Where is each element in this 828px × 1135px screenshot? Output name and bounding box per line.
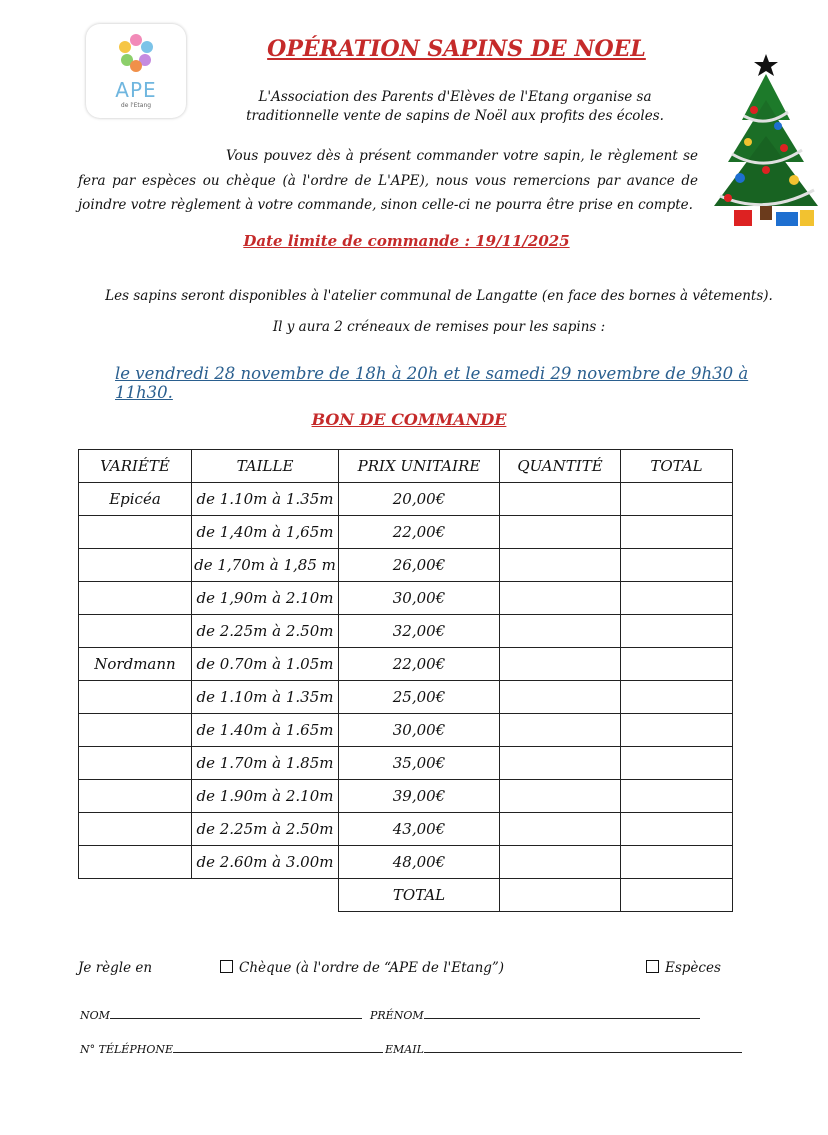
total-cell[interactable] (621, 615, 733, 648)
total-cell[interactable] (621, 648, 733, 681)
prenom-label: PRÉNOM (370, 1009, 424, 1022)
variety-cell (79, 813, 192, 846)
variety-cell: Epicéa (79, 483, 192, 516)
header-size: TAILLE (192, 450, 339, 483)
variety-cell (79, 681, 192, 714)
prenom-field[interactable] (370, 1004, 700, 1023)
variety-cell (79, 516, 192, 549)
price-cell: 35,00€ (339, 747, 500, 780)
nom-label: NOM (80, 1009, 110, 1022)
table-row (79, 648, 733, 681)
page-title: OPÉRATION SAPINS DE NOEL (267, 36, 646, 62)
table-row (79, 516, 733, 549)
email-label: EMAIL (385, 1043, 424, 1056)
quantity-cell[interactable] (500, 549, 621, 582)
quantity-cell[interactable] (500, 846, 621, 879)
quantity-cell[interactable] (500, 648, 621, 681)
slots-intro-text: Il y aura 2 créneaux de remises pour les sapins : (272, 319, 606, 335)
slots-text: le vendredi 28 novembre de 18h à 20h et le samedi 29 novembre de 9h30 à 11h30. (115, 364, 749, 402)
quantity-cell[interactable] (500, 483, 621, 516)
telephone-field[interactable] (80, 1038, 383, 1057)
total-quantity-cell[interactable] (500, 879, 621, 912)
payment-label: Je règle en (78, 960, 153, 976)
size-cell: de 1,90m à 2.10m (192, 582, 339, 615)
size-cell: de 2.25m à 2.50m (192, 615, 339, 648)
table-row (79, 681, 733, 714)
cash-label: Espèces (665, 960, 721, 976)
grand-total-cell[interactable] (621, 879, 733, 912)
table-header-row (79, 450, 733, 483)
variety-cell (79, 846, 192, 879)
price-cell: 30,00€ (339, 714, 500, 747)
size-cell: de 1,40m à 1,65m (192, 516, 339, 549)
variety-cell (79, 747, 192, 780)
price-cell: 22,00€ (339, 516, 500, 549)
total-cell[interactable] (621, 483, 733, 516)
quantity-cell[interactable] (500, 516, 621, 549)
cheque-label: Chèque (à l'ordre de “APE de l'Etang”) (239, 960, 505, 976)
order-info-paragraph: Vous pouvez dès à présent commander votre sapin, le règlement se fera par espèces ou chèque (à l'ordre de L'APE), nous vous remercions par avance de joindre votre règlement à votre commande, sinon celle-ci ne pourra être prise en compte. (78, 148, 698, 213)
payment-cheque-option[interactable] (220, 960, 504, 976)
intro-text: L'Association des Parents d'Elèves de l'Etang organise sa traditionnelle vente de sapins de Noël aux profits des écoles. (246, 89, 664, 124)
price-cell: 43,00€ (339, 813, 500, 846)
quantity-cell[interactable] (500, 615, 621, 648)
variety-cell (79, 714, 192, 747)
total-cell[interactable] (621, 780, 733, 813)
total-cell[interactable] (621, 549, 733, 582)
quantity-cell[interactable] (500, 747, 621, 780)
logo-subtext: de l'Etang (120, 102, 152, 109)
cheque-checkbox[interactable] (220, 960, 233, 973)
quantity-cell[interactable] (500, 714, 621, 747)
logo-text: APE (115, 78, 157, 102)
size-cell: de 1.90m à 2.10m (192, 780, 339, 813)
cash-checkbox[interactable] (646, 960, 659, 973)
total-label: TOTAL (339, 879, 500, 912)
total-cell[interactable] (621, 582, 733, 615)
size-cell: de 1.10m à 1.35m (192, 681, 339, 714)
header-variety: VARIÉTÉ (79, 450, 192, 483)
quantity-cell[interactable] (500, 780, 621, 813)
table-row (79, 714, 733, 747)
header-unit-price: PRIX UNITAIRE (339, 450, 500, 483)
size-cell: de 1.10m à 1.35m (192, 483, 339, 516)
variety-cell: Nordmann (79, 648, 192, 681)
total-cell[interactable] (621, 813, 733, 846)
total-cell[interactable] (621, 747, 733, 780)
price-cell: 22,00€ (339, 648, 500, 681)
order-table (78, 449, 733, 912)
quantity-cell[interactable] (500, 681, 621, 714)
size-cell: de 0.70m à 1.05m (192, 648, 339, 681)
table-row (79, 582, 733, 615)
total-cell[interactable] (621, 516, 733, 549)
table-row (79, 846, 733, 879)
availability-text: Les sapins seront disponibles à l'atelier communal de Langatte (en face des bornes à vêtements). (105, 288, 773, 304)
table-row (79, 747, 733, 780)
christmas-tree-icon (704, 50, 822, 230)
table-row (79, 549, 733, 582)
payment-cash-option[interactable] (646, 960, 721, 976)
size-cell: de 1.40m à 1.65m (192, 714, 339, 747)
variety-cell (79, 549, 192, 582)
price-cell: 32,00€ (339, 615, 500, 648)
total-row (79, 879, 733, 912)
size-cell: de 2.60m à 3.00m (192, 846, 339, 879)
header-quantity: QUANTITÉ (500, 450, 621, 483)
order-form-title: BON DE COMMANDE (311, 410, 507, 429)
deadline-text: Date limite de commande : 19/11/2025 (243, 232, 570, 250)
variety-cell (79, 582, 192, 615)
price-cell: 25,00€ (339, 681, 500, 714)
quantity-cell[interactable] (500, 813, 621, 846)
price-cell: 30,00€ (339, 582, 500, 615)
total-cell[interactable] (621, 681, 733, 714)
variety-cell (79, 780, 192, 813)
size-cell: de 1,70m à 1,85 m (192, 549, 339, 582)
size-cell: de 2.25m à 2.50m (192, 813, 339, 846)
email-field[interactable] (385, 1038, 742, 1057)
telephone-label: N° TÉLÉPHONE (80, 1043, 173, 1056)
header-total: TOTAL (621, 450, 733, 483)
quantity-cell[interactable] (500, 582, 621, 615)
table-row (79, 813, 733, 846)
table-row (79, 483, 733, 516)
total-cell[interactable] (621, 714, 733, 747)
total-cell[interactable] (621, 846, 733, 879)
table-row (79, 615, 733, 648)
price-cell: 39,00€ (339, 780, 500, 813)
table-row (79, 780, 733, 813)
size-cell: de 1.70m à 1.85m (192, 747, 339, 780)
price-cell: 48,00€ (339, 846, 500, 879)
variety-cell (79, 615, 192, 648)
nom-field[interactable] (80, 1004, 362, 1023)
price-cell: 26,00€ (339, 549, 500, 582)
price-cell: 20,00€ (339, 483, 500, 516)
